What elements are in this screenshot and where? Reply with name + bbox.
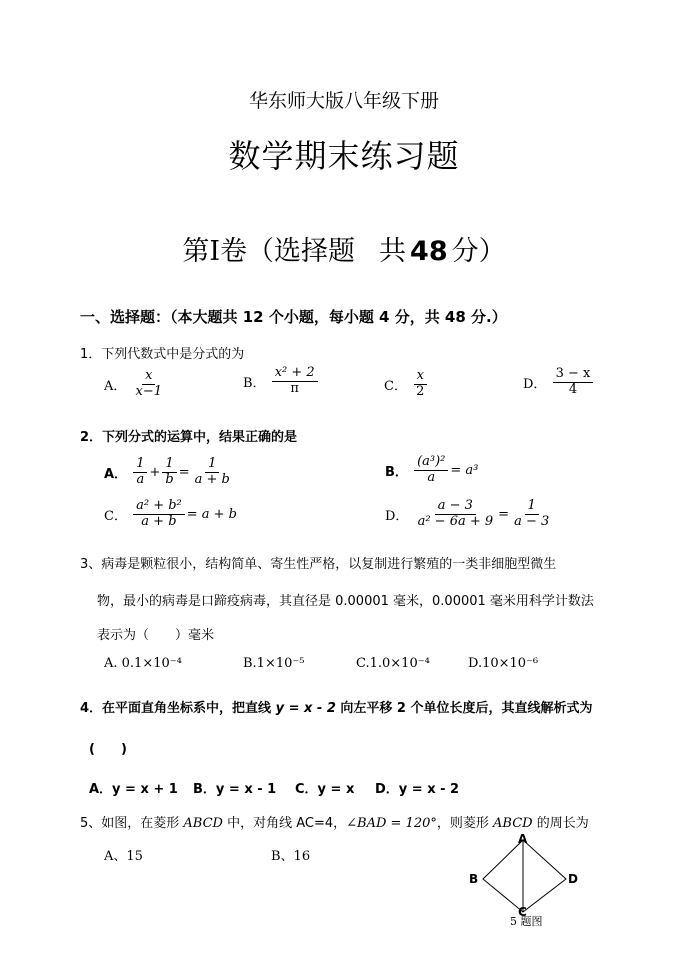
q1-option-b[interactable]: [243, 366, 320, 397]
q2-option-b[interactable]: [385, 455, 478, 486]
subtitle: 华东师大版八年级下册: [248, 90, 439, 112]
q5-abcd2: ABCD: [493, 816, 533, 831]
vertex-a-label: A: [518, 832, 528, 846]
q4-option-a[interactable]: A．y = x + 1: [89, 782, 178, 797]
q3-line2: 物，最小的病毒是口蹄疫病毒，其直径是 0.00001 毫米，0.00001 毫米用科学计数法: [97, 594, 594, 609]
q1-d-num: 3 − x: [553, 367, 594, 383]
q2-a-plus: +: [149, 464, 161, 480]
figure-caption: 5 题图: [510, 915, 543, 928]
part-title-c: 分）: [451, 236, 506, 267]
q2-d-rnum: 1: [525, 499, 539, 515]
q2-a-label: A．: [104, 466, 128, 482]
part-title-a: 第Ⅰ卷（选择题: [182, 236, 356, 267]
q5-stem: [80, 812, 589, 831]
q1-c-den: 2: [416, 383, 425, 399]
q5-stem-d: 的周长为: [532, 816, 589, 831]
vertex-b-label: B: [469, 872, 479, 886]
q4-paren: ( ): [89, 742, 127, 757]
q1-a-num: x: [142, 369, 155, 385]
q5-angle: ∠BAD = 120°: [346, 816, 437, 831]
q1-option-a[interactable]: [104, 369, 167, 400]
q4-option-c[interactable]: C．y = x: [295, 782, 355, 797]
q4-stem-b: 向左平移 2 个单位长度后，其直线解析式为: [335, 701, 593, 716]
section-heading: 一、选择题：（本大题共 12 个小题，每小题 4 分，共 48 分.）: [80, 308, 507, 326]
q2-c-num: a² + b²: [133, 499, 185, 515]
q2-a-f3d: a + b: [194, 471, 230, 487]
q2-c-label: C．: [104, 508, 127, 524]
q2-d-num: a − 3: [435, 499, 476, 515]
q4-stem-expr: y = x - 2: [275, 701, 336, 716]
q3-line3: 表示为（ ）毫米: [97, 628, 215, 643]
q2-option-a[interactable]: [104, 457, 235, 488]
vertex-c-label: C: [518, 905, 527, 919]
q3-option-b[interactable]: B.1×10⁻⁵: [243, 656, 305, 671]
q2-d-label: D．: [385, 508, 409, 524]
q1-d-den: 4: [568, 381, 578, 397]
q1-a-label: A．: [104, 378, 127, 394]
q2-b-label: B．: [385, 464, 408, 480]
q2-a-f2n: 1: [162, 457, 176, 473]
q1-b-label: B．: [243, 375, 266, 391]
q1-c-num: x: [414, 369, 427, 385]
q1-option-d[interactable]: [523, 367, 595, 398]
q3-option-d[interactable]: D.10×10⁻⁶: [468, 656, 539, 671]
q5-abcd: ABCD: [183, 816, 223, 831]
q3-option-c[interactable]: C.1.0×10⁻⁴: [356, 656, 430, 671]
q2-c-den: a + b: [141, 513, 177, 529]
q2-d-rden: a − 3: [514, 513, 550, 529]
q1-stem: 1．下列代数式中是分式的为: [80, 347, 245, 362]
q1-b-num: x² + 2: [272, 366, 318, 382]
vertex-d-label: D: [568, 872, 578, 886]
q1-a-den: x−1: [135, 383, 163, 399]
q2-d-den: a² − 6a + 9: [417, 513, 494, 529]
q1-d-label: D．: [523, 376, 547, 392]
q2-option-c[interactable]: [104, 499, 237, 530]
q4-stem: [80, 697, 593, 716]
q2-b-num: (a³)²: [414, 455, 448, 471]
part-title-num: 48: [410, 236, 448, 267]
q5-option-b[interactable]: B、16: [271, 849, 311, 864]
part-title-b: 共: [379, 236, 407, 267]
q3-option-a[interactable]: A. 0.1×10⁻⁴: [104, 656, 182, 671]
q4-stem-a: 4．在平面直角坐标系中，把直线: [80, 701, 276, 716]
q2-a-f1d: a: [136, 471, 145, 487]
q2-d-eq: =: [498, 506, 510, 522]
q4-option-d[interactable]: D．y = x - 2: [375, 782, 460, 797]
q2-a-f3n: 1: [205, 457, 219, 473]
q1-b-den: π: [290, 380, 299, 396]
q2-option-d[interactable]: [385, 499, 554, 530]
q2-c-rhs: = a + b: [186, 506, 238, 522]
q5-stem-b: 中，对角线 AC=4，: [222, 816, 347, 831]
part-title: [0, 229, 688, 268]
q5-stem-c: ，则菱形: [436, 816, 494, 831]
q2-stem: 2．下列分式的运算中，结果正确的是: [80, 430, 298, 445]
q2-b-den: a: [427, 469, 436, 485]
q2-b-rhs: = a³: [450, 462, 479, 478]
q1-option-c[interactable]: [384, 369, 429, 400]
q5-stem-a: 5、如图，在菱形: [80, 816, 184, 831]
q4-option-b[interactable]: B．y = x - 1: [193, 782, 277, 797]
q1-c-label: C．: [384, 378, 407, 394]
q3-line1: 3、病毒是颗粒很小，结构简单、寄生性严格，以复制进行繁殖的一类非细胞型微生: [80, 557, 557, 572]
q2-a-f2d: b: [165, 471, 174, 487]
q5-option-a[interactable]: A、15: [104, 849, 143, 864]
rhombus-outline: [483, 840, 566, 912]
page-title: 数学期末练习题: [228, 137, 460, 175]
q2-a-f1n: 1: [133, 457, 147, 473]
q2-a-eq: =: [178, 464, 190, 480]
